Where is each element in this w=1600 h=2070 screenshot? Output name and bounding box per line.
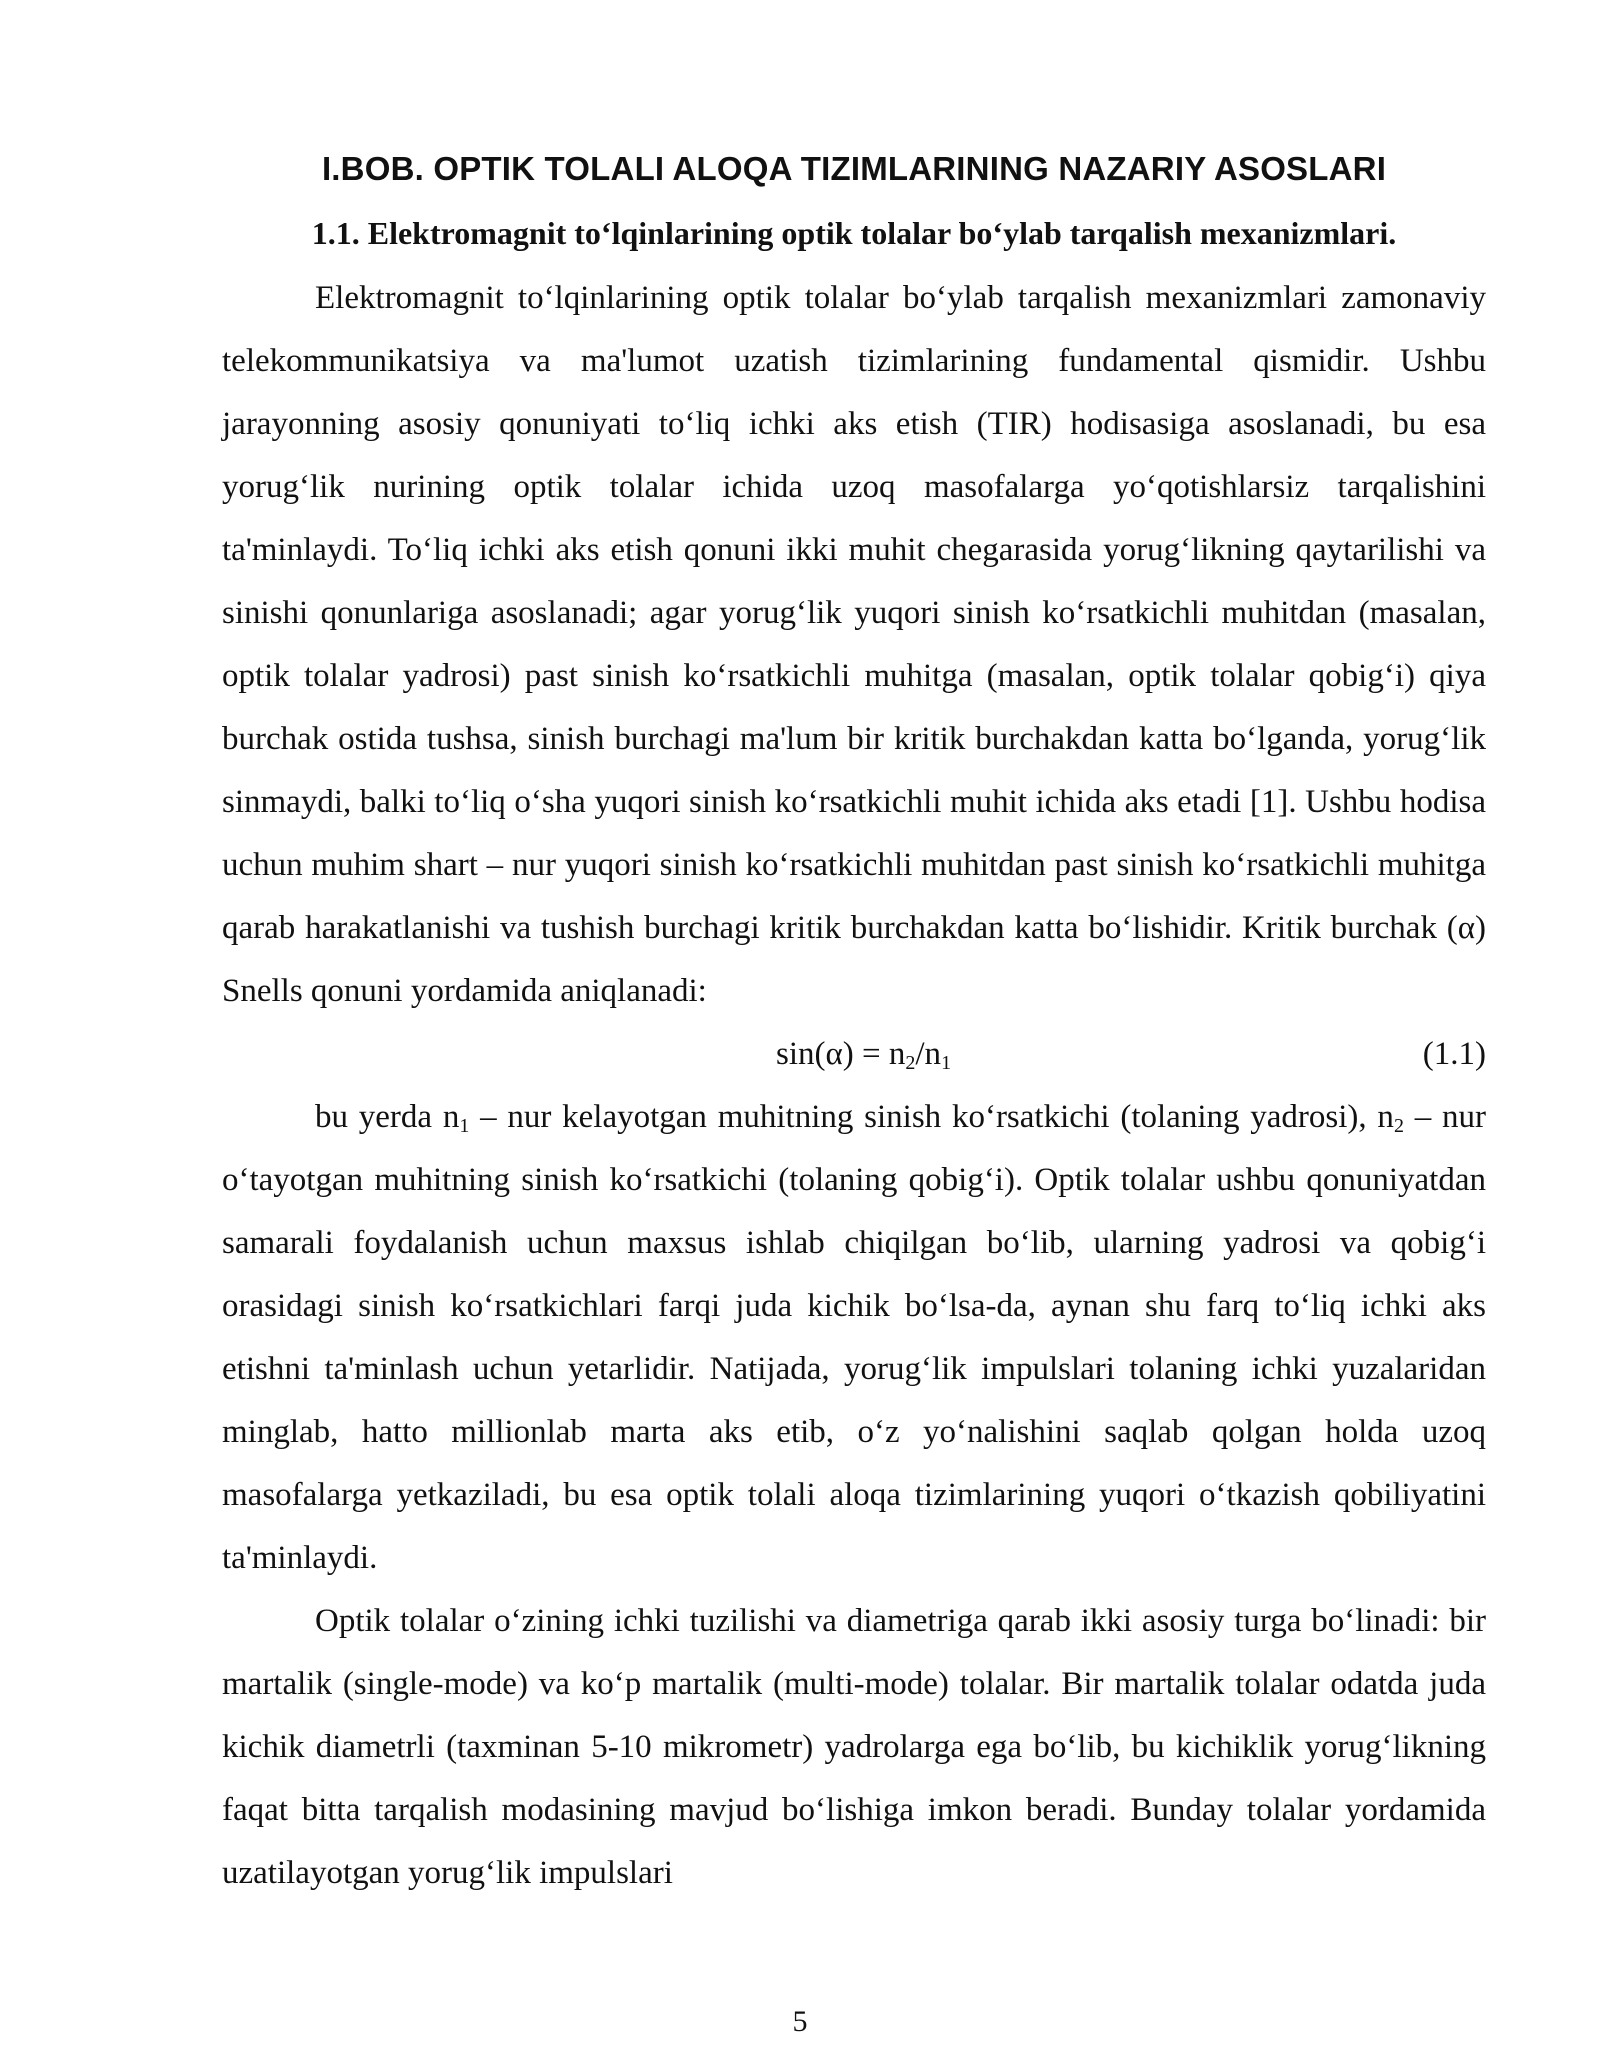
formula-subscript-a: 2 [905, 1052, 916, 1074]
formula-expression [776, 1023, 951, 1086]
paragraph-2-text-1: bu yerda n [315, 1099, 460, 1135]
section-title: 1.1. Elektromagnit to‘lqinlarining optik tolalar bo‘ylab tarqalish mexanizmlari. [311, 215, 1397, 251]
paragraph-2-text-2: – nur kelayotgan muhitning sinish ko‘rsatkichi (tolaning yadrosi), n [469, 1099, 1394, 1135]
page-number: 5 [792, 2005, 808, 2038]
paragraph-2-subscript-1: 1 [459, 1115, 470, 1137]
formula-number: (1.1) [1422, 1036, 1486, 1072]
paragraph-2 [222, 1086, 1486, 1590]
formula-subscript-b: 1 [941, 1052, 952, 1074]
formula-mid: /n [915, 1036, 942, 1072]
chapter-title: I.BOB. OPTIK TOLALI ALOQA TIZIMLARINING NAZARIY ASOSLARI [321, 150, 1387, 187]
page-content [222, 146, 1486, 1905]
formula-1-1 [222, 1023, 1486, 1086]
paragraph-1: Elektromagnit to‘lqinlarining optik tolalar bo‘ylab tarqalish mexanizmlari zamonaviy telekommunikatsiya va ma'lumot uzatish tizimlarining fundamental qismidir. Ushbu jarayonning asosiy qonuniyati to‘liq ichki aks etish (TIR) hodisasiga asoslanadi, bu esa yorug‘lik nurining optik tolalar ichida uzoq masofalarga yo‘qotishlarsiz tarqalishini ta'minlaydi. To‘liq ichki aks etish qonuni ikki muhit chegarasida yorug‘likning qaytarilishi va sinishi qonunlariga asoslanadi; agar yorug‘lik yuqori sinish ko‘rsatkichli muhitdan (masalan, optik tolalar yadrosi) past sinish ko‘rsatkichli muhitga (masalan, optik tolalar qobig‘i) qiya burchak ostida tushsa, sinish burchagi ma'lum bir kritik burchakdan katta bo‘lganda, yorug‘lik sinmaydi, balki to‘liq o‘sha yuqori sinish ko‘rsatkichli muhit ichida aks etadi [1]. Ushbu hodisa uchun muhim shart – nur yuqori sinish ko‘rsatkichli muhitdan past sinish ko‘rsatkichli muhitga qarab harakatlanishi va tushish burchagi kritik burchakdan katta bo‘lishidir. Kritik burchak (α) Snells qonuni yordamida aniqlanadi: [222, 280, 1486, 1009]
paragraph-2-text-3: – nur o‘tayotgan muhitning sinish ko‘rsatkichi (tolaning qobig‘i). Optik tolalar ushbu qonuniyatdan samarali foydalanish uchun maxsus ishlab chiqilgan bo‘lib, ularning yadrosi va qobig‘i orasidagi sinish ko‘rsatkichlari farqi juda kichik bo‘lsa-da, aynan shu farq to‘liq ichki aks etishni ta'minlash uchun yetarlidir. Natijada, yorug‘lik impulslari tolaning ichki yuzalaridan minglab, hatto millionlab marta aks etib, o‘z yo‘nalishini saqlab qolgan holda uzoq masofalarga yetkaziladi, bu esa optik tolali aloqa tizimlarining yuqori o‘tkazish qobiliyatini ta'minlaydi. [222, 1099, 1486, 1576]
paragraph-2-subscript-2: 2 [1393, 1115, 1404, 1137]
paragraph-3: Optik tolalar o‘zining ichki tuzilishi va diametriga qarab ikki asosiy turga bo‘linadi: bir martalik (single-mode) va ko‘p martalik (multi-mode) tolalar. Bir martalik tolalar odatda juda kichik diametrli (taxminan 5-10 mikrometr) yadrolarga ega bo‘lib, bu kichiklik yorug‘likning faqat bitta tarqalish modasining mavjud bo‘lishiga imkon beradi. Bunday tolalar yordamida uzatilayotgan yorug‘lik impulslari [222, 1603, 1486, 1891]
formula-prefix: sin(α) = n [776, 1036, 906, 1072]
